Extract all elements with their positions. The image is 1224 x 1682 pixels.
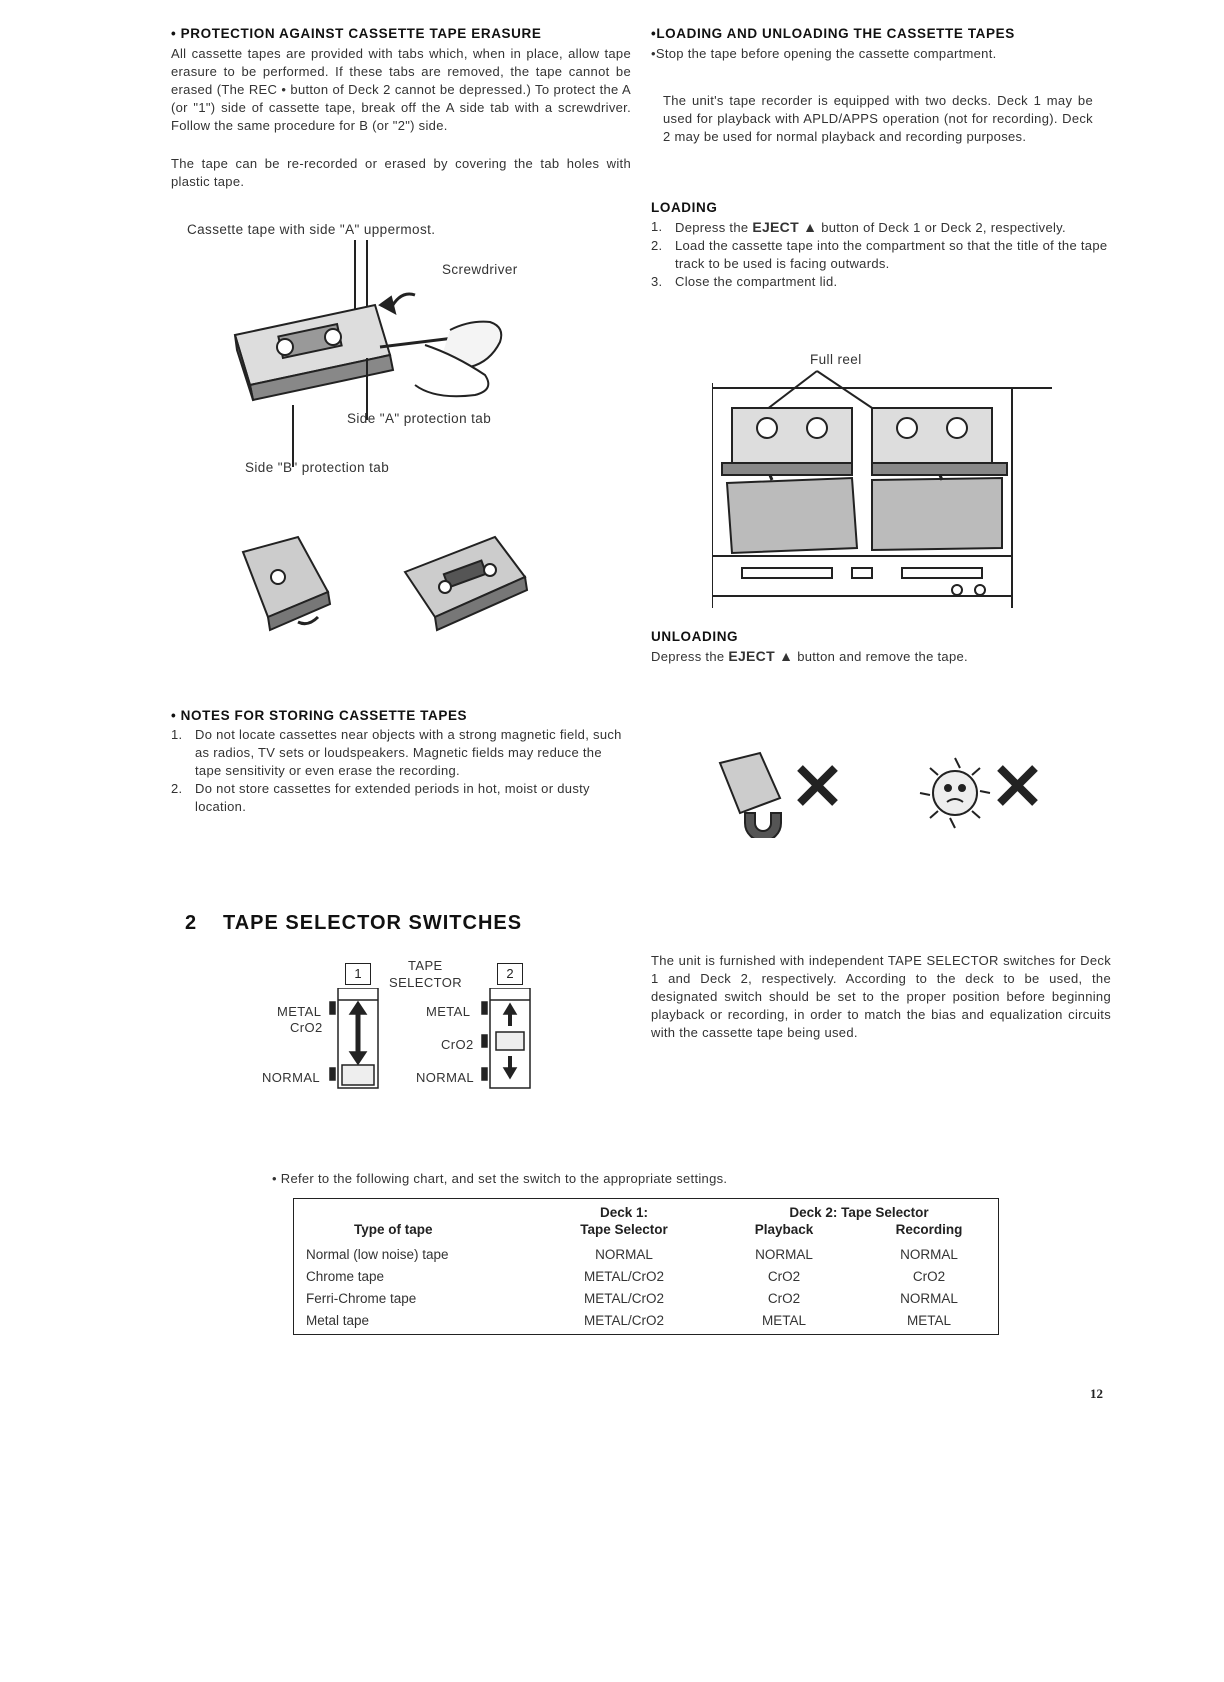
chart-head-playback: Playback (754, 1222, 814, 1237)
chart-row-playback: METAL (761, 1313, 806, 1328)
figure-label-full-reel: Full reel (810, 352, 862, 367)
sun-warning-illustration (905, 748, 1045, 843)
tape-recorder-intro: The unit's tape recorder is equipped with two decks. Deck 1 may be used for playback with APLD/APPS operation (not for recording). Deck 2 may be used for normal playback and recording purposes. (663, 93, 1093, 144)
unloading-heading: UNLOADING (651, 629, 739, 644)
chart-note: • Refer to the following chart, and set the switch to the appropriate settings. (272, 1171, 728, 1186)
twin-deck-illustration (712, 368, 1057, 608)
stop-tape-note: •Stop the tape before opening the cassette compartment. (651, 46, 997, 61)
deck-2-cro2-label: CrO2 (441, 1037, 474, 1052)
section-number: 2 (185, 912, 198, 934)
deck-2-number-box: 2 (497, 963, 523, 985)
chart-row-recording: NORMAL (900, 1291, 958, 1306)
loading-step-2: 2. Load the cassette tape into the compartment so that the title of the tape track to be used is facing outwards. (651, 238, 1108, 271)
deck-2-metal-label: METAL (426, 1004, 471, 1019)
chart-head-deck2: Deck 2: Tape Selector (789, 1205, 929, 1220)
storing-note-2: 2. Do not store cassettes for extended periods in hot, moist or dusty location. (171, 781, 590, 814)
chart-head-recording: Recording (895, 1222, 963, 1237)
chart-row-playback: CrO2 (767, 1269, 801, 1284)
unloading-text: Depress the EJECT ▲ button and remove the tape. (651, 648, 968, 664)
chart-head-deck1-line2: Tape Selector (580, 1222, 668, 1237)
figure-label-screwdriver: Screwdriver (442, 262, 518, 277)
deck-1-metal-label: METAL (277, 1004, 322, 1019)
chart-row-recording: NORMAL (900, 1247, 958, 1262)
tape-label: TAPE (408, 958, 443, 973)
chart-head-type: Type of tape (354, 1222, 433, 1237)
protection-heading: • PROTECTION AGAINST CASSETTE TAPE ERASURE (171, 26, 542, 41)
loading-step-1: 1. Depress the EJECT ▲ button of Deck 1 or Deck 2, respectively. (651, 219, 1066, 235)
cassette-tab-removal-left (238, 532, 338, 637)
section-title: TAPE SELECTOR SWITCHES (223, 912, 523, 934)
selector-description: The unit is furnished with independent TAPE SELECTOR switches for Deck 1 and Deck 2, respectively. According to the deck to be used, the designated switch should be set to the proper position before beginning playback or recording, in order to match the bias and equalization circuits with the cassette tape being used. (651, 953, 1111, 1040)
chart-row-recording: CrO2 (912, 1269, 946, 1284)
chart-row-type: Ferri-Chrome tape (306, 1291, 417, 1306)
cassette-screwdriver-illustration (215, 235, 525, 475)
deck-1-cro2-label: CrO2 (290, 1020, 323, 1035)
protection-paragraph: All cassette tapes are provided with tabs which, when in place, allow tape erasure to be performed. If these tabs are removed, the tape cannot be erased (The REC • button of Deck 2 cannot be depressed.) To protect the A (or "1") side of cassette tape, break off the A side tab with a screwdriver. Follow the same procedure for B (or "2") side. (171, 46, 631, 133)
loading-heading: LOADING (651, 200, 718, 215)
deck-1-number-box: 1 (345, 963, 371, 985)
storing-notes (171, 726, 631, 816)
chart-row-deck1: METAL/CrO2 (583, 1291, 664, 1306)
chart-row-recording: METAL (906, 1313, 951, 1328)
deck-2-selector-switch (480, 988, 540, 1093)
deck-1-selector-switch (328, 988, 388, 1093)
storing-note-1: 1. Do not locate cassettes near objects with a strong magnetic field, such as radios, TV sets or loudspeakers. Magnetic fields may reduce the tape sensitivity or even erase the recording. (171, 727, 622, 778)
chart-row-type: Metal tape (306, 1313, 370, 1328)
deck-1-normal-label: NORMAL (262, 1070, 321, 1085)
chart-row-deck1: NORMAL (595, 1247, 653, 1262)
chart-row-playback: NORMAL (755, 1247, 813, 1262)
loading-step-3: 3. Close the compartment lid. (651, 274, 838, 289)
chart-row-type: Normal (low noise) tape (306, 1247, 449, 1262)
chart-row-deck1: METAL/CrO2 (583, 1269, 664, 1284)
figure-label-side-a: Side "A" protection tab (347, 411, 492, 426)
storing-heading: • NOTES FOR STORING CASSETTE TAPES (171, 708, 468, 723)
selector-label: SELECTOR (389, 975, 463, 990)
loading-unloading-heading: •LOADING AND UNLOADING THE CASSETTE TAPES (651, 26, 1015, 41)
chart-row-playback: CrO2 (767, 1291, 801, 1306)
figure-caption-cassette: Cassette tape with side "A" uppermost. (187, 222, 436, 237)
tape-settings-chart (293, 1198, 999, 1335)
chart-row-type: Chrome tape (306, 1269, 385, 1284)
cassette-tab-removal-right (400, 532, 530, 632)
figure-label-side-b: Side "B" protection tab (245, 460, 390, 475)
chart-head-deck1-line1: Deck 1: (599, 1205, 649, 1220)
page-number: 12 (1090, 1386, 1103, 1401)
deck-2-normal-label: NORMAL (416, 1070, 475, 1085)
chart-row-deck1: METAL/CrO2 (583, 1313, 664, 1328)
protection-paragraph-2: The tape can be re-recorded or erased by covering the tab holes with plastic tape. (171, 156, 631, 189)
loading-steps (651, 218, 1111, 291)
magnet-warning-illustration (700, 748, 840, 838)
